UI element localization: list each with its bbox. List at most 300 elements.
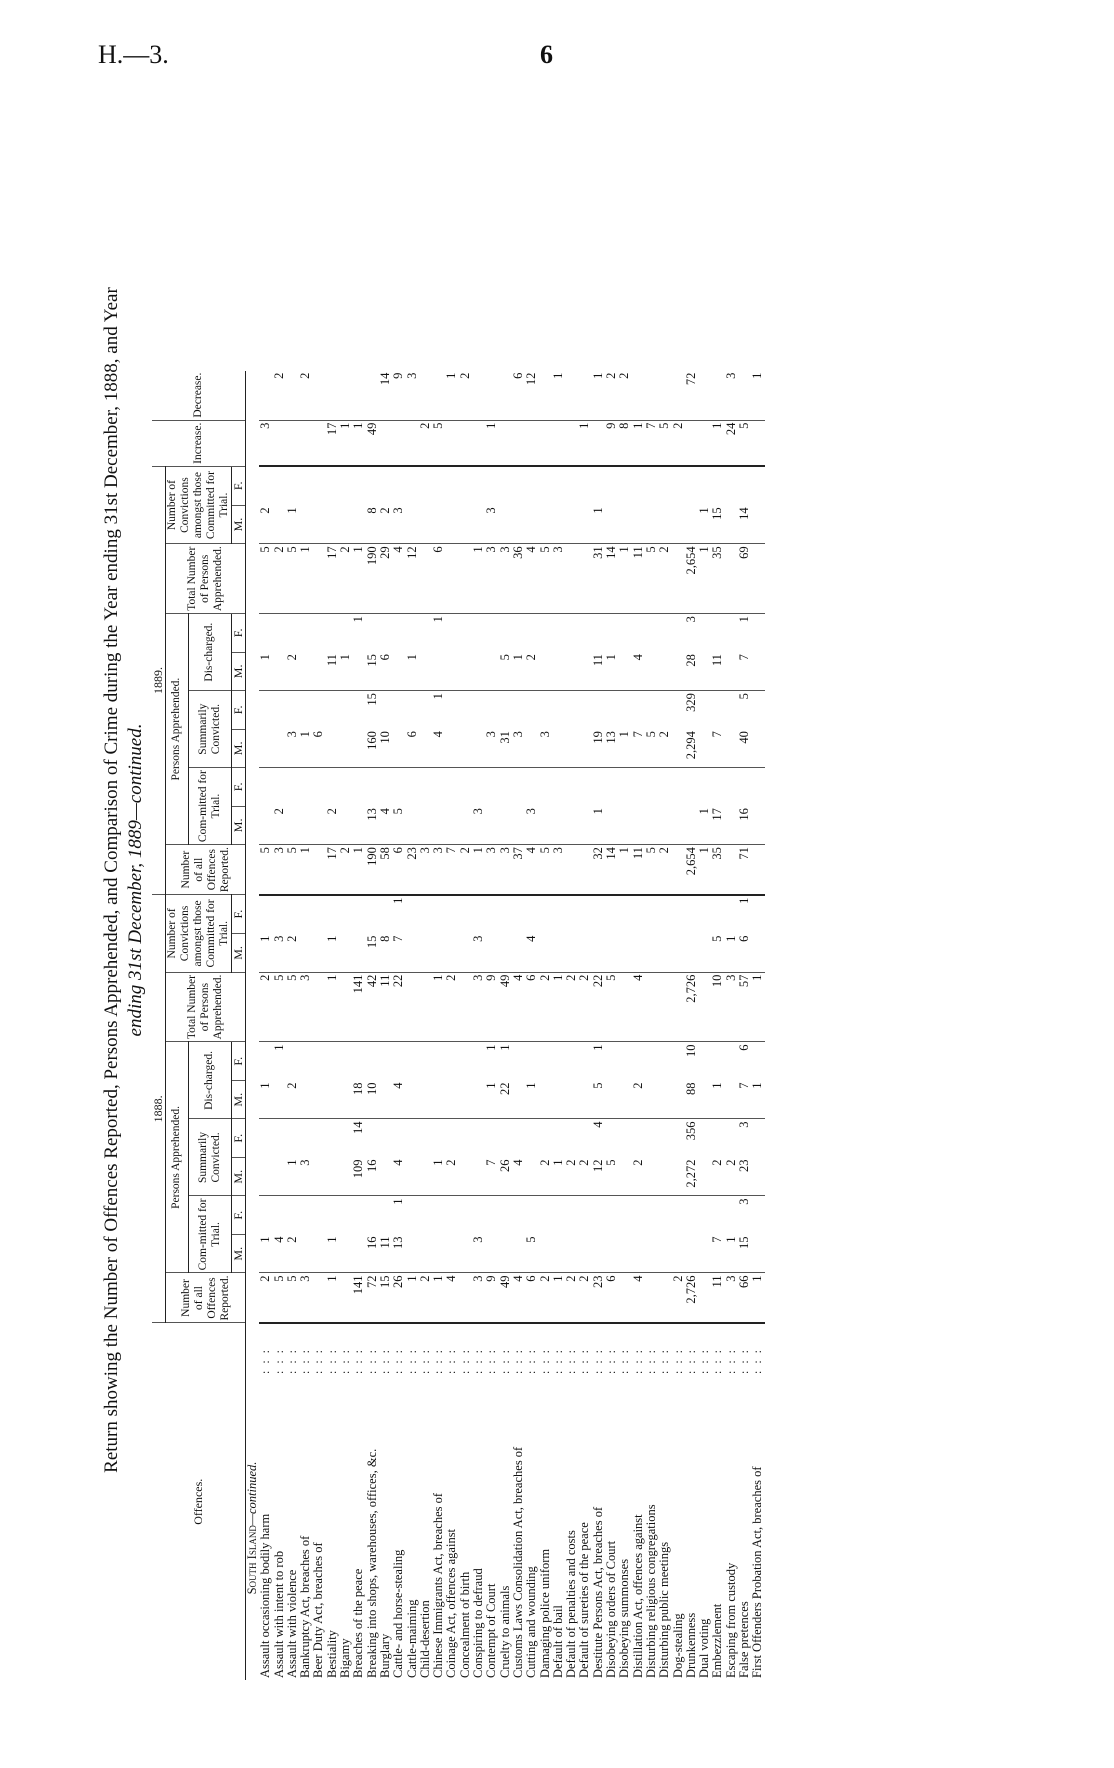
cell-summarily-m-1888: 12 <box>592 1157 605 1196</box>
cell-committed-m-1889 <box>445 806 458 845</box>
summarily-f-header-1889: F. <box>232 691 246 730</box>
cell-committed-m-1888 <box>565 1234 578 1273</box>
cell-summarily-m-1889: 1 <box>618 729 631 768</box>
cell-total-1889: 1 <box>299 544 312 614</box>
cell-committed-f-1888 <box>352 1196 365 1235</box>
cell-convictions-f-1889 <box>552 466 565 505</box>
cell-committed-f-1889 <box>565 768 578 807</box>
cell-total-1889: 2 <box>658 544 671 614</box>
cell-reported-1888: 23 <box>592 1273 605 1323</box>
cell-convictions-m-1888 <box>339 934 352 973</box>
table-row <box>725 371 738 1680</box>
cell-increase: 1 <box>352 420 365 466</box>
cell-convictions-m-1889: 1 <box>698 505 711 544</box>
cell-committed-m-1889 <box>552 806 565 845</box>
cell-committed-f-1889 <box>738 768 751 807</box>
cell-summarily-m-1889 <box>445 729 458 768</box>
cell-committed-f-1889 <box>299 768 312 807</box>
offence-name: Chinese Immigrants Act, breaches of <box>431 1492 446 1678</box>
cell-convictions-m-1889 <box>299 505 312 544</box>
table-row <box>485 371 498 1680</box>
table-row <box>379 371 392 1680</box>
cell-increase <box>525 420 538 466</box>
leader-dots: : : : <box>484 1347 499 1374</box>
leader-dots: : : : <box>298 1347 313 1374</box>
cell-discharged-m-1888: 1 <box>711 1080 724 1119</box>
cell-discharged-f-1889 <box>419 614 432 653</box>
cell-reported-1889: 2 <box>459 845 472 895</box>
cell-summarily-m-1888 <box>419 1157 432 1196</box>
table-caption <box>100 80 148 1680</box>
offence-name: Breaking into shops, warehouses, offices, &c. <box>364 1448 379 1678</box>
cell-convictions-f-1889 <box>352 466 365 505</box>
cell-decrease <box>565 371 578 421</box>
cell-summarily-f-1889 <box>632 691 645 730</box>
cell-discharged-f-1889 <box>618 614 631 653</box>
cell-reported-1889: 7 <box>445 845 458 895</box>
cell-decrease <box>578 371 591 421</box>
cell-total-1888 <box>459 972 472 1042</box>
cell-reported-1889: 1 <box>352 845 365 895</box>
cell-convictions-m-1888 <box>552 934 565 973</box>
cell-convictions-f-1888 <box>725 895 738 934</box>
cell-decrease <box>658 371 671 421</box>
cell-convictions-m-1889 <box>565 505 578 544</box>
cell-convictions-f-1889 <box>472 466 485 505</box>
cell-convictions-f-1889 <box>379 466 392 505</box>
cell-summarily-f-1888 <box>432 1119 445 1158</box>
cell-convictions-f-1889 <box>711 466 724 505</box>
cell-discharged-m-1888: 7 <box>738 1080 751 1119</box>
cell-committed-f-1889 <box>632 768 645 807</box>
cell-reported-1889: 3 <box>419 845 432 895</box>
cell-decrease: 1 <box>445 371 458 421</box>
cell-summarily-f-1889 <box>711 691 724 730</box>
cell-summarily-f-1888 <box>512 1119 525 1158</box>
cell-committed-f-1888 <box>299 1196 312 1235</box>
cell-discharged-m-1888 <box>445 1080 458 1119</box>
cell-summarily-m-1888: 26 <box>499 1157 512 1196</box>
table-row <box>645 371 658 1680</box>
cell-convictions-f-1889 <box>485 466 498 505</box>
cell-increase <box>379 420 392 466</box>
cell-convictions-f-1888: 1 <box>391 897 406 904</box>
offence-name: Cruelty to animals <box>497 1585 512 1678</box>
cell-discharged-m-1889 <box>565 652 578 691</box>
cell-discharged-m-1888 <box>618 1080 631 1119</box>
cell-committed-f-1888 <box>459 1196 472 1235</box>
cell-summarily-f-1888: 3 <box>736 1121 751 1128</box>
cell-convictions-m-1888 <box>485 934 498 973</box>
cell-total-1889: 1 <box>698 544 711 614</box>
cell-convictions-m-1888 <box>499 934 512 973</box>
cell-convictions-m-1888: 5 <box>711 934 724 973</box>
cell-total-1889: 1 <box>472 544 485 614</box>
cell-summarily-m-1888 <box>312 1157 325 1196</box>
cell-convictions-m-1889: 3 <box>392 505 405 544</box>
cell-summarily-m-1889: 6 <box>312 729 325 768</box>
cell-convictions-f-1888 <box>512 895 525 934</box>
cell-increase <box>286 420 299 466</box>
cell-increase: 5 <box>432 420 445 466</box>
cell-total-1888 <box>658 972 671 1042</box>
cell-discharged-m-1888 <box>312 1080 325 1119</box>
cell-convictions-f-1888 <box>472 895 485 934</box>
cell-discharged-m-1888 <box>406 1080 419 1119</box>
cell-committed-m-1889 <box>539 806 552 845</box>
cell-discharged-f-1889 <box>472 614 485 653</box>
cell-discharged-m-1889: 1 <box>406 652 419 691</box>
cell-discharged-m-1888 <box>605 1080 618 1119</box>
table-row <box>632 371 645 1680</box>
cell-discharged-f-1889 <box>485 614 498 653</box>
leader-dots: : : : <box>284 1347 299 1374</box>
table-row <box>445 371 458 1680</box>
cell-total-1889: 14 <box>605 544 618 614</box>
cell-committed-m-1889 <box>618 806 631 845</box>
cell-committed-f-1888 <box>698 1196 711 1235</box>
cell-summarily-f-1888 <box>379 1119 392 1158</box>
cell-reported-1889: 32 <box>592 845 605 895</box>
cell-increase <box>751 420 764 466</box>
cell-committed-f-1889 <box>698 768 711 807</box>
cell-summarily-m-1889 <box>672 729 685 768</box>
cell-committed-f-1889 <box>711 768 724 807</box>
cell-discharged-m-1889: 2 <box>286 652 299 691</box>
cell-committed-f-1889 <box>459 768 472 807</box>
cell-decrease <box>312 371 325 421</box>
cell-discharged-f-1889: 1 <box>351 616 366 623</box>
cell-discharged-m-1888: 1 <box>259 1080 272 1119</box>
cell-discharged-m-1889 <box>618 652 631 691</box>
leader-dots: : : : <box>604 1347 619 1374</box>
cell-increase: 8 <box>618 420 631 466</box>
cell-committed-m-1889 <box>259 806 272 845</box>
cell-convictions-f-1888 <box>445 895 458 934</box>
cell-convictions-f-1888 <box>711 895 724 934</box>
cell-increase <box>685 420 698 466</box>
offence-name: Contempt of Court <box>484 1583 499 1678</box>
cell-summarily-f-1888 <box>578 1119 591 1158</box>
cell-reported-1888: 3 <box>725 1273 738 1323</box>
committed-f-header-1888: F. <box>232 1196 246 1235</box>
cell-increase <box>499 420 512 466</box>
cell-discharged-m-1889 <box>312 652 325 691</box>
cell-discharged-m-1888 <box>459 1080 472 1119</box>
cell-summarily-f-1888 <box>312 1119 325 1158</box>
cell-committed-f-1888: 1 <box>391 1198 406 1205</box>
cell-committed-f-1889 <box>658 768 671 807</box>
leader-dots: : : : <box>351 1347 366 1374</box>
table-row <box>366 371 379 1680</box>
cell-reported-1888: 141 <box>352 1273 365 1323</box>
cell-committed-f-1889 <box>419 768 432 807</box>
cell-summarily-f-1889 <box>672 691 685 730</box>
cell-summarily-m-1888: 2 <box>565 1157 578 1196</box>
cell-discharged-m-1888 <box>273 1080 286 1119</box>
cell-total-1889 <box>459 544 472 614</box>
cell-committed-f-1889 <box>485 768 498 807</box>
cell-discharged-f-1889 <box>445 614 458 653</box>
cell-reported-1888 <box>658 1273 671 1323</box>
cell-summarily-f-1888 <box>326 1119 339 1158</box>
cell-discharged-m-1888: 10 <box>366 1080 379 1119</box>
cell-convictions-m-1889 <box>273 505 286 544</box>
cell-total-1889: 5 <box>286 544 299 614</box>
cell-committed-f-1888 <box>472 1196 485 1235</box>
cell-committed-m-1888 <box>751 1234 764 1273</box>
cell-total-1888: 3 <box>299 972 312 1042</box>
cell-convictions-m-1888 <box>751 934 764 973</box>
cell-committed-f-1888 <box>525 1196 538 1235</box>
cell-discharged-m-1889 <box>392 652 405 691</box>
cell-reported-1888: 4 <box>512 1273 525 1323</box>
discharged-m-header-1888: M. <box>232 1080 246 1119</box>
cell-summarily-m-1888 <box>618 1157 631 1196</box>
leader-dots: : : : <box>657 1347 672 1374</box>
cell-committed-f-1889 <box>392 768 405 807</box>
leader-dots: : : : <box>590 1347 605 1374</box>
cell-reported-1889 <box>565 845 578 895</box>
cell-reported-1889: 35 <box>711 845 724 895</box>
cell-total-1889: 36 <box>512 544 525 614</box>
cell-summarily-f-1888 <box>406 1119 419 1158</box>
leader-dots: : : : <box>364 1347 379 1374</box>
cell-summarily-f-1888 <box>539 1119 552 1158</box>
cell-convictions-f-1889 <box>632 466 645 505</box>
offence-name: Cutting and wounding <box>524 1566 539 1678</box>
cell-summarily-m-1888: 2 <box>711 1157 724 1196</box>
offence-name: Coinage Act, offences against <box>444 1528 459 1678</box>
cell-committed-m-1888 <box>512 1234 525 1273</box>
cell-summarily-f-1889 <box>499 691 512 730</box>
cell-summarily-m-1888 <box>698 1157 711 1196</box>
cell-discharged-f-1888 <box>645 1042 658 1081</box>
offence-name: Bankruptcy Act, breaches of <box>298 1535 313 1678</box>
cell-total-1889: 1 <box>352 544 365 614</box>
cell-summarily-f-1889 <box>552 691 565 730</box>
cell-committed-f-1888 <box>366 1196 379 1235</box>
cell-summarily-f-1889 <box>312 691 325 730</box>
cell-total-1889 <box>565 544 578 614</box>
cell-convictions-f-1889 <box>299 466 312 505</box>
cell-summarily-m-1889 <box>565 729 578 768</box>
cell-convictions-f-1889 <box>525 466 538 505</box>
cell-summarily-m-1889: 160 <box>366 729 379 768</box>
cell-committed-m-1888 <box>632 1234 645 1273</box>
cell-committed-m-1888 <box>406 1234 419 1273</box>
cell-total-1888: 2 <box>445 972 458 1042</box>
cell-committed-f-1888 <box>499 1196 512 1235</box>
cell-discharged-f-1889 <box>406 614 419 653</box>
cell-discharged-m-1888 <box>379 1080 392 1119</box>
cell-summarily-m-1889 <box>419 729 432 768</box>
table-row <box>286 371 299 1680</box>
cell-decrease <box>632 371 645 421</box>
leader-dots: : : : <box>564 1347 579 1374</box>
cell-reported-1889: 1 <box>299 845 312 895</box>
cell-reported-1889: 3 <box>273 845 286 895</box>
cell-reported-1889: 5 <box>259 845 272 895</box>
cell-total-1888: 1 <box>751 972 764 1042</box>
table-row <box>512 371 525 1680</box>
offence-name: Default of sureties of the peace <box>577 1522 592 1678</box>
leader-dots: : : : <box>697 1347 712 1374</box>
cell-increase: 5 <box>658 420 671 466</box>
cell-summarily-m-1889: 7 <box>711 729 724 768</box>
cell-discharged-m-1889 <box>445 652 458 691</box>
cell-committed-f-1888 <box>512 1196 525 1235</box>
cell-discharged-m-1889: 6 <box>379 652 392 691</box>
cell-convictions-m-1888: 8 <box>379 934 392 973</box>
cell-discharged-f-1888 <box>366 1042 379 1081</box>
cell-summarily-f-1888 <box>419 1119 432 1158</box>
cell-committed-f-1889 <box>525 768 538 807</box>
cell-committed-f-1889 <box>445 768 458 807</box>
persons-apprehended-header-1888: Persons Apprehended. <box>166 1042 189 1273</box>
cell-convictions-m-1889 <box>406 505 419 544</box>
offence-name: Damaging police uniform <box>537 1548 552 1678</box>
cell-committed-m-1889 <box>645 806 658 845</box>
cell-committed-m-1888: 2 <box>286 1234 299 1273</box>
cell-total-1888: 42 <box>366 972 379 1042</box>
cell-summarily-f-1889: 329 <box>683 693 698 712</box>
cell-summarily-f-1889 <box>485 691 498 730</box>
cell-committed-f-1888 <box>419 1196 432 1235</box>
cell-summarily-f-1888: 356 <box>683 1121 698 1141</box>
cell-reported-1888: 1 <box>406 1273 419 1323</box>
cell-discharged-m-1889: 1 <box>339 652 352 691</box>
cell-summarily-m-1889: 3 <box>512 729 525 768</box>
cell-discharged-m-1889 <box>751 652 764 691</box>
cell-decrease <box>419 371 432 421</box>
cell-committed-m-1888 <box>339 1234 352 1273</box>
cell-convictions-f-1888 <box>685 895 698 934</box>
leader-dots: : : : <box>391 1347 406 1374</box>
cell-committed-m-1889 <box>406 806 419 845</box>
cell-committed-m-1889 <box>499 806 512 845</box>
cell-increase <box>592 420 605 466</box>
cell-discharged-f-1889: 1 <box>431 616 446 623</box>
cell-committed-f-1889 <box>286 768 299 807</box>
cell-summarily-f-1888 <box>499 1119 512 1158</box>
cell-increase: 24 <box>725 420 738 466</box>
committed-header-1889: Com-mitted for Trial. <box>188 768 231 845</box>
cell-committed-m-1888 <box>645 1234 658 1273</box>
cell-committed-f-1889 <box>379 768 392 807</box>
cell-decrease <box>499 371 512 421</box>
cell-committed-m-1889 <box>432 806 445 845</box>
cell-discharged-f-1889 <box>711 614 724 653</box>
cell-increase <box>273 420 286 466</box>
cell-convictions-f-1889 <box>273 466 286 505</box>
crime-return-table <box>152 371 765 1680</box>
cell-summarily-m-1889 <box>578 729 591 768</box>
cell-convictions-f-1888 <box>672 895 685 934</box>
cell-convictions-m-1888: 7 <box>392 934 405 973</box>
cell-convictions-f-1888 <box>352 895 365 934</box>
cell-committed-f-1888 <box>605 1196 618 1235</box>
cell-summarily-f-1888 <box>286 1119 299 1158</box>
leader-dots: : : : <box>524 1347 539 1374</box>
offence-name: Disturbing religious congregations <box>643 1504 658 1678</box>
cell-reported-1889: 3 <box>432 845 445 895</box>
cell-convictions-f-1889 <box>339 466 352 505</box>
cell-reported-1889: 1 <box>472 845 485 895</box>
cell-discharged-f-1889 <box>459 614 472 653</box>
cell-total-1888: 2 <box>539 972 552 1042</box>
cell-discharged-m-1889 <box>459 652 472 691</box>
cell-summarily-m-1889: 5 <box>645 729 658 768</box>
cell-convictions-f-1888 <box>286 895 299 934</box>
cell-convictions-f-1889 <box>499 466 512 505</box>
discharged-f-header-1889: F. <box>232 614 246 653</box>
offence-name: Dog-stealing <box>670 1613 685 1678</box>
cell-summarily-f-1889 <box>525 691 538 730</box>
cell-convictions-f-1889 <box>725 466 738 505</box>
cell-total-1888 <box>339 972 352 1042</box>
cell-increase <box>459 420 472 466</box>
table-row <box>552 371 565 1680</box>
cell-total-1888: 11 <box>379 972 392 1042</box>
cell-committed-m-1889: 2 <box>326 806 339 845</box>
cell-increase <box>445 420 458 466</box>
cell-discharged-m-1889 <box>472 652 485 691</box>
cell-discharged-f-1888 <box>326 1042 339 1081</box>
cell-convictions-m-1888 <box>632 934 645 973</box>
reported-header-1888: Number of all Offences Reported. <box>166 1273 246 1323</box>
table-row <box>685 371 698 1680</box>
cell-committed-f-1888 <box>618 1196 631 1235</box>
cell-discharged-f-1889 <box>512 614 525 653</box>
cell-total-1889: 5 <box>259 544 272 614</box>
cell-committed-f-1888 <box>326 1196 339 1235</box>
cell-committed-f-1889 <box>605 768 618 807</box>
committed-m-header-1889: M. <box>232 806 246 845</box>
cell-total-1889 <box>419 544 432 614</box>
leader-dots: : : : <box>550 1347 565 1374</box>
cell-reported-1889: 58 <box>379 845 392 895</box>
cell-committed-m-1888 <box>658 1234 671 1273</box>
section-row <box>246 371 260 1680</box>
cell-total-1888: 22 <box>392 972 405 1042</box>
cell-decrease <box>366 371 379 421</box>
cell-increase: 5 <box>738 420 751 466</box>
summarily-f-header-1888: F. <box>232 1119 246 1158</box>
cell-discharged-m-1889 <box>578 652 591 691</box>
cell-discharged-m-1889: 11 <box>592 652 605 691</box>
cell-reported-1888: 2 <box>672 1273 685 1323</box>
cell-discharged-f-1889 <box>645 614 658 653</box>
cell-summarily-m-1889 <box>751 729 764 768</box>
cell-convictions-m-1888: 1 <box>725 934 738 973</box>
cell-total-1888: 57 <box>738 972 751 1042</box>
cell-total-1888 <box>312 972 325 1042</box>
offence-name: Conspiring to defraud <box>471 1568 486 1678</box>
offence-name: Burglary <box>377 1633 392 1678</box>
cell-summarily-f-1889 <box>618 691 631 730</box>
cell-committed-f-1888 <box>632 1196 645 1235</box>
table-row <box>419 371 432 1680</box>
cell-discharged-f-1889 <box>592 614 605 653</box>
cell-convictions-f-1889 <box>685 466 698 505</box>
offence-name: Bigamy <box>338 1638 353 1678</box>
cell-convictions-f-1889 <box>698 466 711 505</box>
cell-convictions-f-1889 <box>445 466 458 505</box>
cell-discharged-m-1888: 22 <box>499 1080 512 1119</box>
offence-name: Disobeying summonses <box>617 1558 632 1678</box>
cell-increase: 1 <box>339 420 352 466</box>
